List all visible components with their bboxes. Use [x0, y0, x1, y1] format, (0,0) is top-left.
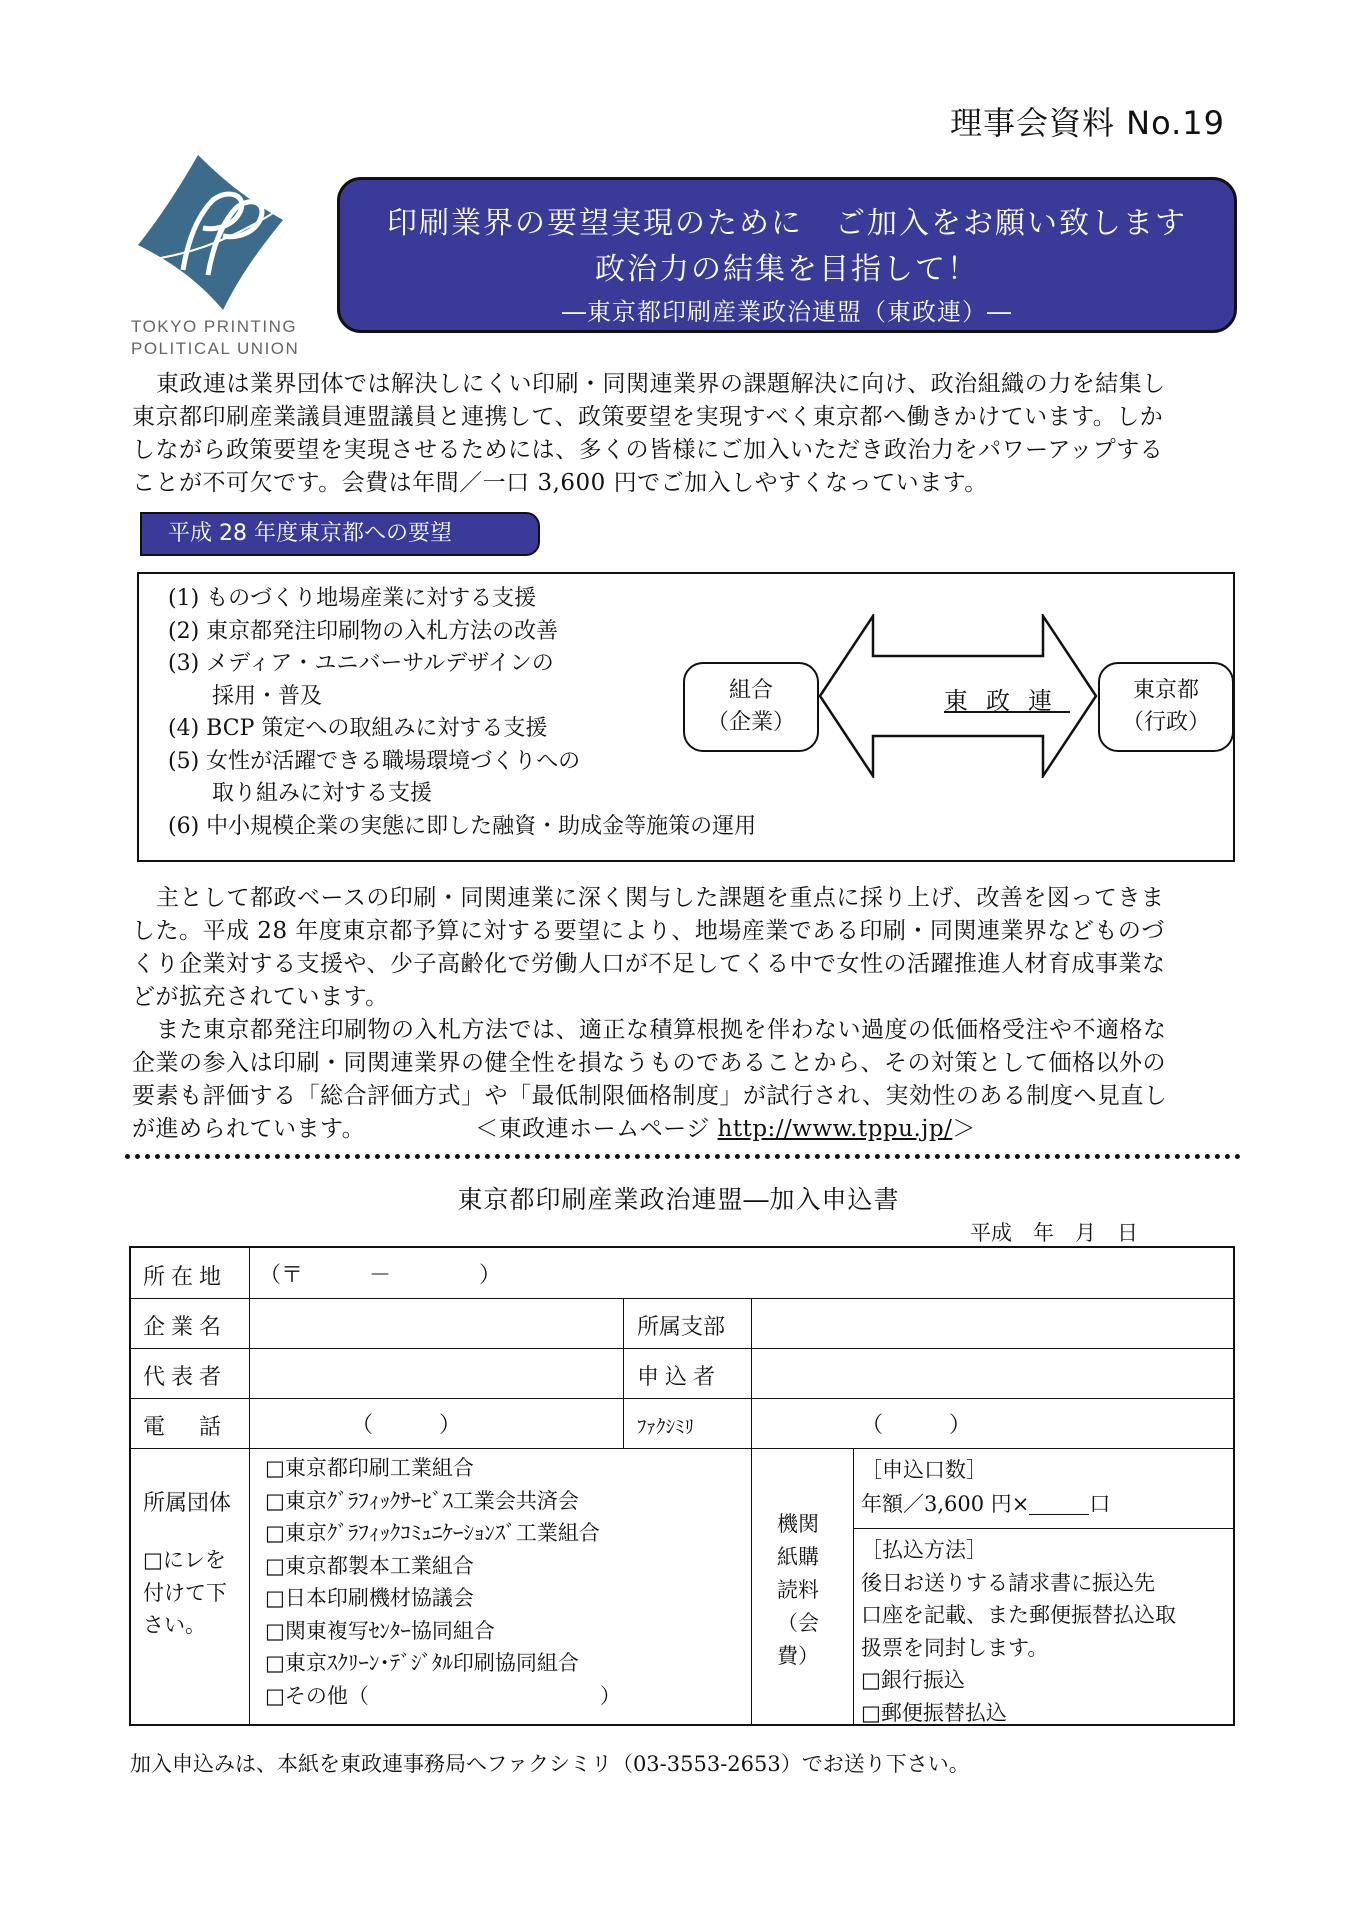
phone-field[interactable]: （ ）: [351, 1413, 462, 1438]
fax-label: ﾌｧｸｼﾐﾘ: [637, 1416, 695, 1438]
units-heading: ［申込口数］: [861, 1458, 987, 1482]
cut-line-divider: [125, 1154, 1241, 1159]
list-item: (2) 東京都発注印刷物の入札方法の改善: [168, 618, 559, 644]
representative-label: 代表者: [143, 1365, 228, 1390]
branch-field[interactable]: [757, 1302, 1227, 1344]
payment-section: ［払込方法］ 後日お送りする請求書に振込先 口座を記載、また郵便振替払込取 扱票を同封します。 □銀行振込 □郵便振替払込: [861, 1534, 1176, 1729]
list-item: (1) ものづくり地場産業に対する支援: [168, 586, 537, 611]
affiliation-checkbox[interactable]: □関東複写ｾﾝﾀｰ協同組合: [265, 1618, 495, 1643]
list-item: (3) メディア・ユニバーサルデザインの: [168, 651, 554, 676]
banner-line-3: ―東京都印刷産業政治連盟（東政連）―: [562, 298, 1012, 326]
title-banner: [337, 177, 1237, 333]
affiliation-checkbox-list: [265, 1452, 621, 1712]
affiliation-checkbox[interactable]: □東京都印刷工業組合: [265, 1456, 474, 1480]
diagram-center-label: 東政連: [944, 687, 1070, 715]
footer-note: 加入申込みは、本紙を東政連事務局へファクシミリ（03-3553-2653）でお送り下さい。: [130, 1752, 970, 1776]
list-item: (6) 中小規模企業の実態に即した融資・助成金等施策の運用: [168, 813, 757, 839]
payment-checkbox-postal[interactable]: □郵便振替払込: [861, 1700, 1007, 1725]
banner-line-2: 政治力の結集を目指して！: [595, 252, 979, 287]
homepage-prefix: ＜東政連ホームページ: [475, 1116, 718, 1142]
units-input[interactable]: [1029, 1492, 1089, 1515]
address-label: 所在地: [143, 1265, 228, 1290]
body-paragraph: 主として都政ベースの印刷・同関連業に深く関与した課題を重点に採り上げ、改善を図ってきま した。平成 28 年度東京都予算に対する要望により、地場産業である印刷・同関連業界などものづ くり企業対する支援や、少子高齢化で労働人口が不足してくる中で女性の活躍推進人材育成事業な どが拡充されています。 また東京都発注印刷物の入札方法では、適正な積算根拠を伴わない過度の低価格受注や不適格な 企業の参入は印刷・同関連業界の健全性を損なうものであることから、その対策として価格以外の 要素も評価する「総合評価方式」や「最低制限価格制度」が試行され、実効性のある制度へ見直し が進められています。 ＜東政連ホームページ http://www.tppu.jp/＞: [132, 885, 1168, 1142]
banner-line-1: 印刷業界の要望実現のために ご加入をお願い致します: [387, 206, 1187, 241]
affiliation-checkbox[interactable]: □東京ｸﾞﾗﾌｨｯｸｺﾐｭﾆｹｰｼｮﾝｽﾞ工業組合: [265, 1521, 600, 1545]
homepage-link[interactable]: http://www.tppu.jp/: [717, 1116, 953, 1142]
diagram-union-box: 組合 （企業）: [683, 662, 819, 752]
intro-paragraph: 東政連は業界団体では解決しにくい印刷・同関連業界の課題解決に向け、政治組織の力を結集し 東京都印刷産業議員連盟議員と連携して、政策要望を実現すべく東京都へ働きかけています。しか しながら政策要望を実現させるためには、多くの皆様にご加入いただき政治力をパワーアップする ことが不可欠です。会費は年間／一口 3,600 円でご加入しやすくなっています。: [132, 371, 1166, 496]
phone-label: 電 話: [143, 1415, 228, 1440]
form-date: 平成 年 月 日: [970, 1221, 1138, 1245]
affiliation-checkbox[interactable]: □東京都製本工業組合: [265, 1553, 474, 1578]
document-number: 理事会資料 No.19: [950, 104, 1226, 142]
logo-emblem-icon: [128, 150, 298, 320]
affiliation-checkbox[interactable]: □日本印刷機材協議会: [265, 1586, 474, 1610]
affiliation-note: □にレを 付けて下 さい。: [143, 1548, 227, 1637]
requests-heading: 平成 28 年度東京都への要望: [140, 512, 540, 556]
units-line: 年額／3,600 円× 口: [861, 1492, 1111, 1516]
fee-label: 機関 紙購 読料 （会 費）: [777, 1512, 819, 1668]
representative-field[interactable]: [255, 1352, 615, 1394]
logo-caption: TOKYO PRINTING POLITICAL UNION: [131, 317, 300, 358]
affiliation-checkbox[interactable]: □その他（ ）: [265, 1683, 621, 1708]
applicant-label: 申込者: [637, 1365, 722, 1390]
affiliation-label: 所属団体: [143, 1491, 232, 1516]
branch-label: 所属支部: [637, 1315, 726, 1340]
form-title: 東京都印刷産業政治連盟―加入申込書: [457, 1185, 900, 1214]
diagram-tokyo-box: 東京都 （行政）: [1098, 662, 1234, 752]
applicant-field[interactable]: [757, 1352, 1227, 1394]
list-item: (4) BCP 策定への取組みに対する支援: [168, 716, 548, 741]
company-label: 企業名: [143, 1315, 228, 1340]
list-item: (5) 女性が活躍できる職場環境づくりへの: [168, 748, 581, 774]
address-field[interactable]: （〒 － ）: [259, 1263, 502, 1288]
affiliation-checkbox[interactable]: □東京ｸﾞﾗﾌｨｯｸｻｰﾋﾞｽ工業会共済会: [265, 1488, 579, 1513]
list-item: 取り組みに対する支援: [168, 781, 433, 806]
affiliation-checkbox[interactable]: □東京ｽｸﾘｰﾝ･ﾃﾞｼﾞﾀﾙ印刷協同組合: [265, 1651, 579, 1675]
list-item: 採用・普及: [168, 683, 323, 709]
fax-field[interactable]: （ ）: [861, 1413, 972, 1438]
company-field[interactable]: [255, 1302, 615, 1344]
requests-list: [168, 583, 756, 843]
application-form: [129, 1246, 1235, 1726]
payment-checkbox-bank[interactable]: □銀行振込: [861, 1668, 965, 1692]
